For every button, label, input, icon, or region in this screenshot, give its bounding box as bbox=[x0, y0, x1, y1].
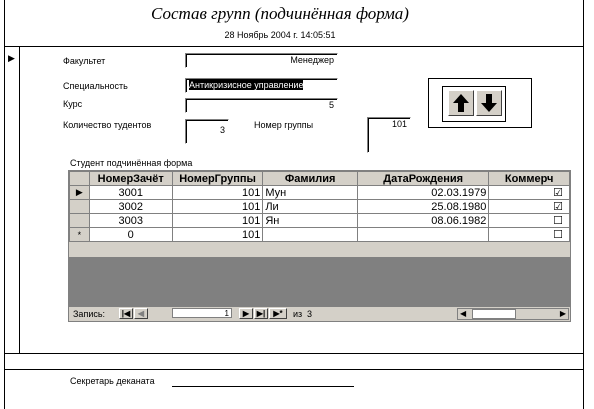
cell-group[interactable]: 101 bbox=[172, 186, 263, 200]
table-row[interactable] bbox=[70, 200, 570, 214]
scroll-thumb[interactable] bbox=[472, 309, 516, 319]
cell-record[interactable]: 3001 bbox=[89, 186, 172, 200]
students-datasheet[interactable] bbox=[68, 170, 571, 322]
cell-record[interactable]: 3002 bbox=[89, 200, 172, 214]
students-table bbox=[69, 171, 570, 242]
first-record-button[interactable]: |◀ bbox=[119, 308, 133, 319]
cell-birthdate[interactable]: 08.06.1982 bbox=[357, 214, 488, 228]
cell-surname[interactable]: Ли bbox=[263, 200, 358, 214]
move-down-button[interactable] bbox=[476, 90, 502, 116]
group-number-label: Номер группы bbox=[254, 120, 314, 130]
record-of-label: из bbox=[293, 309, 303, 319]
cell-commercial-checkbox[interactable] bbox=[489, 214, 570, 228]
datasheet-empty-area bbox=[69, 257, 570, 307]
record-selector-border bbox=[19, 46, 20, 354]
cell-surname[interactable] bbox=[263, 228, 358, 242]
form-left-border bbox=[4, 0, 5, 409]
column-header-commercial[interactable]: Коммерч bbox=[489, 172, 570, 186]
column-header-surname[interactable]: Фамилия bbox=[263, 172, 358, 186]
previous-record-button[interactable]: ◀ bbox=[134, 308, 148, 319]
students-count-field[interactable]: 3 bbox=[185, 119, 229, 144]
checkbox-unchecked[interactable]: ☐ bbox=[553, 229, 563, 241]
arrow-down-icon bbox=[480, 93, 498, 113]
signature-line bbox=[172, 386, 354, 387]
new-record-button[interactable]: ▶* bbox=[269, 308, 287, 319]
current-record-indicator: ▶ bbox=[8, 53, 15, 63]
record-navigator bbox=[69, 307, 570, 321]
cell-commercial-checkbox[interactable] bbox=[489, 186, 570, 200]
secretary-label: Секретарь деканата bbox=[70, 376, 155, 386]
cell-birthdate[interactable]: 25.08.1980 bbox=[357, 200, 488, 214]
record-label: Запись: bbox=[73, 309, 106, 319]
arrow-up-icon bbox=[452, 93, 470, 113]
column-header-birthdate[interactable]: ДатаРождения bbox=[357, 172, 488, 186]
cell-group[interactable]: 101 bbox=[172, 228, 263, 242]
new-row-selector[interactable]: * bbox=[70, 228, 90, 242]
cell-birthdate[interactable] bbox=[357, 228, 488, 242]
subform-label: Студент подчинённая форма bbox=[70, 158, 193, 168]
faculty-field[interactable]: Менеджер bbox=[185, 53, 338, 68]
scroll-left-arrow[interactable]: ◀ bbox=[460, 309, 467, 318]
row-selector[interactable] bbox=[70, 200, 90, 214]
column-header-group[interactable]: НомерГруппы bbox=[172, 172, 263, 186]
checkbox-unchecked[interactable]: ☐ bbox=[553, 215, 563, 227]
footer-divider-1 bbox=[4, 353, 584, 354]
checkbox-checked[interactable]: ☑ bbox=[553, 201, 563, 213]
cell-record[interactable]: 0 bbox=[89, 228, 172, 242]
last-record-button[interactable]: ▶| bbox=[254, 308, 268, 319]
checkbox-checked[interactable]: ☑ bbox=[553, 187, 563, 199]
scroll-right-arrow[interactable]: ▶ bbox=[559, 309, 566, 318]
specialty-label: Специальность bbox=[63, 81, 128, 91]
footer-divider-2 bbox=[4, 369, 584, 370]
cell-group[interactable]: 101 bbox=[172, 200, 263, 214]
cell-commercial-checkbox[interactable] bbox=[489, 228, 570, 242]
faculty-label: Факультет bbox=[63, 56, 106, 66]
move-up-button[interactable] bbox=[448, 90, 474, 116]
cell-commercial-checkbox[interactable] bbox=[489, 200, 570, 214]
cell-surname[interactable]: Мун bbox=[263, 186, 358, 200]
table-row[interactable] bbox=[70, 186, 570, 200]
select-all-corner[interactable] bbox=[70, 172, 90, 186]
horizontal-scrollbar[interactable] bbox=[457, 308, 569, 320]
cell-record[interactable]: 3003 bbox=[89, 214, 172, 228]
cell-surname[interactable]: Ян bbox=[263, 214, 358, 228]
header-divider bbox=[4, 46, 584, 47]
cell-group[interactable]: 101 bbox=[172, 214, 263, 228]
cell-birthdate[interactable]: 02.03.1979 bbox=[357, 186, 488, 200]
next-record-button[interactable]: ▶ bbox=[239, 308, 253, 319]
record-total: 3 bbox=[307, 309, 313, 319]
form-date: 28 Ноябрь 2004 г. 14:05:51 bbox=[224, 30, 336, 40]
table-row[interactable] bbox=[70, 214, 570, 228]
group-number-field[interactable]: 101 bbox=[367, 117, 411, 153]
row-selector[interactable]: ▶ bbox=[70, 186, 90, 200]
course-label: Курс bbox=[63, 99, 83, 109]
row-selector[interactable] bbox=[70, 214, 90, 228]
students-count-label: Количество тудентов bbox=[63, 120, 152, 130]
table-row-new[interactable] bbox=[70, 228, 570, 242]
form-right-border bbox=[583, 0, 584, 409]
form-title: Состав групп (подчинённая форма) bbox=[151, 4, 409, 23]
course-field[interactable]: 5 bbox=[185, 98, 338, 113]
current-record-field[interactable]: 1 bbox=[172, 308, 232, 318]
column-header-record[interactable]: НомерЗачёт bbox=[89, 172, 172, 186]
specialty-value: Антикризисное управление bbox=[189, 80, 304, 90]
specialty-field[interactable] bbox=[185, 78, 338, 93]
